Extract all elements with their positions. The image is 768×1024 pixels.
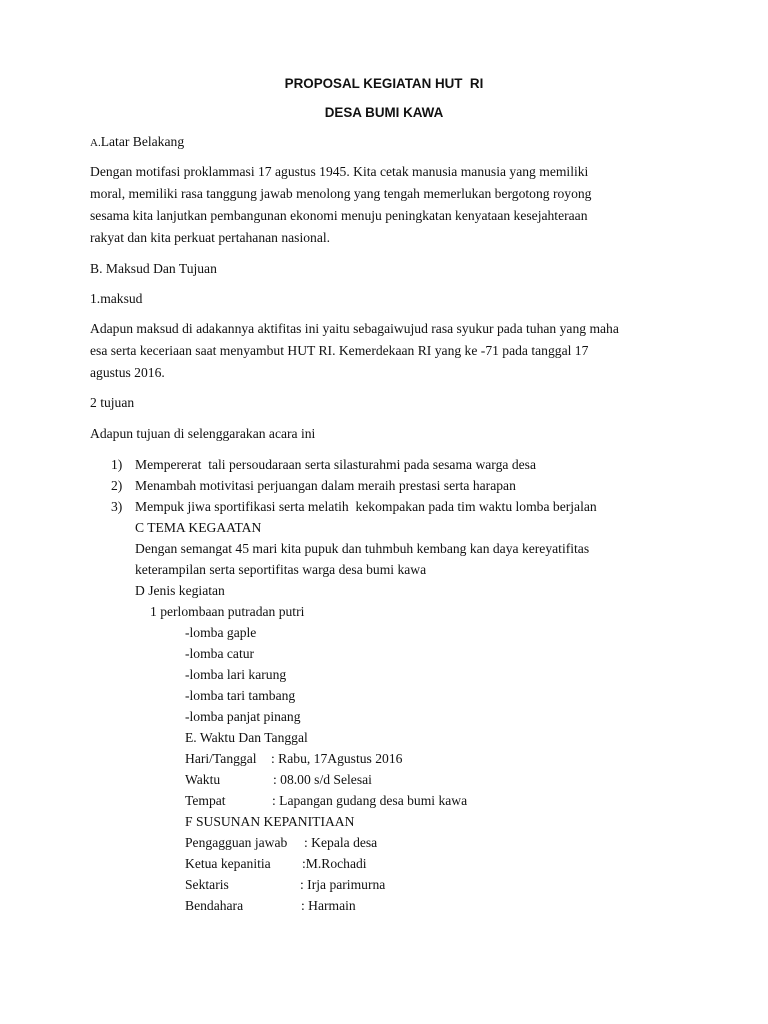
list-item-text: Mempererat tali persoudaraan serta silasturahmi pada sesama warga desa [135,457,536,472]
section-a-paragraph [90,161,690,249]
field-value: : Lapangan gudang desa bumi kawa [272,793,468,808]
paragraph-line: esa serta keceriaan saat menyambut HUT RI. Kemerdekaan RI yang ke -71 pada tanggal 17 [90,343,589,358]
section-a-letter: A. [90,137,101,149]
field-label: Ketua kepanitia [185,856,271,871]
section-f-heading: F SUSUNAN KEPANITIAAN [185,814,355,829]
maksud-paragraph [90,318,690,384]
paragraph-line: rakyat dan kita perkuat pertahanan nasional. [90,230,331,245]
list-item-text: Mempuk jiwa sportifikasi serta melatih kekompakan pada tim waktu lomba berjalan [135,499,597,514]
list-item-number: 3) [111,499,123,514]
field-value: : Kepala desa [304,835,378,850]
paragraph-line: sesama kita lanjutkan pembangunan ekonomi menuju peningkatan kenyataan kesejahteraan [90,208,588,223]
field-value: : Harmain [301,898,356,913]
maksud-heading: 1.maksud [90,291,143,306]
field-label: Sektaris [185,877,229,892]
paragraph-line: Dengan semangat 45 mari kita pupuk dan tuhmbuh kembang kan daya kereyatifitas [135,541,590,556]
field-value: : Irja parimurna [300,877,386,892]
section-a-title: Latar Belakang [100,134,185,149]
paragraph-line: keterampilan serta seportifitas warga desa bumi kawa [135,562,427,577]
tujuan-heading: 2 tujuan [90,395,135,410]
section-d-heading: D Jenis kegiatan [135,583,225,598]
field-label: Bendahara [185,898,244,913]
paragraph-line: Adapun maksud di adakannya aktifitas ini yaitu sebagaiwujud rasa syukur pada tuhan yang maha [90,321,619,336]
paragraph-line: Dengan motifasi proklammasi 17 agustus 1945. Kita cetak manusia manusia yang memiliki [90,164,589,179]
field-label: Hari/Tanggal [185,751,257,766]
list-item: -lomba catur [185,646,255,661]
field-label: Waktu [185,772,221,787]
section-a-heading [90,135,184,149]
list-item-number: 2) [111,478,123,493]
field-value: : Rabu, 17Agustus 2016 [271,751,403,766]
field-value: :M.Rochadi [302,856,367,871]
section-e-heading: E. Waktu Dan Tanggal [185,730,308,745]
paragraph-line: moral, memiliki rasa tanggung jawab menolong yang tengah memerlukan bergotong royong [90,186,592,201]
tujuan-intro: Adapun tujuan di selenggarakan acara ini [90,426,316,441]
section-b-heading: B. Maksud Dan Tujuan [90,261,217,276]
paragraph-line: agustus 2016. [90,365,165,380]
list-item: -lomba tari tambang [185,688,296,703]
document-subtitle: DESA BUMI KAWA [324,105,444,120]
section-d-subheading: 1 perlombaan putradan putri [150,604,305,619]
list-item-text: Menambah motivitasi perjuangan dalam meraih prestasi serta harapan [135,478,516,493]
field-label: Pengagguan jawab [185,835,288,850]
list-item: -lomba gaple [185,625,257,640]
list-item: -lomba lari karung [185,667,287,682]
field-value: : 08.00 s/d Selesai [273,772,372,787]
list-item: -lomba panjat pinang [185,709,301,724]
field-label: Tempat [185,793,226,808]
document-title: PROPOSAL KEGIATAN HUT RI [284,76,484,91]
list-item-number: 1) [111,457,123,472]
section-c-heading: C TEMA KEGAATAN [135,520,262,535]
